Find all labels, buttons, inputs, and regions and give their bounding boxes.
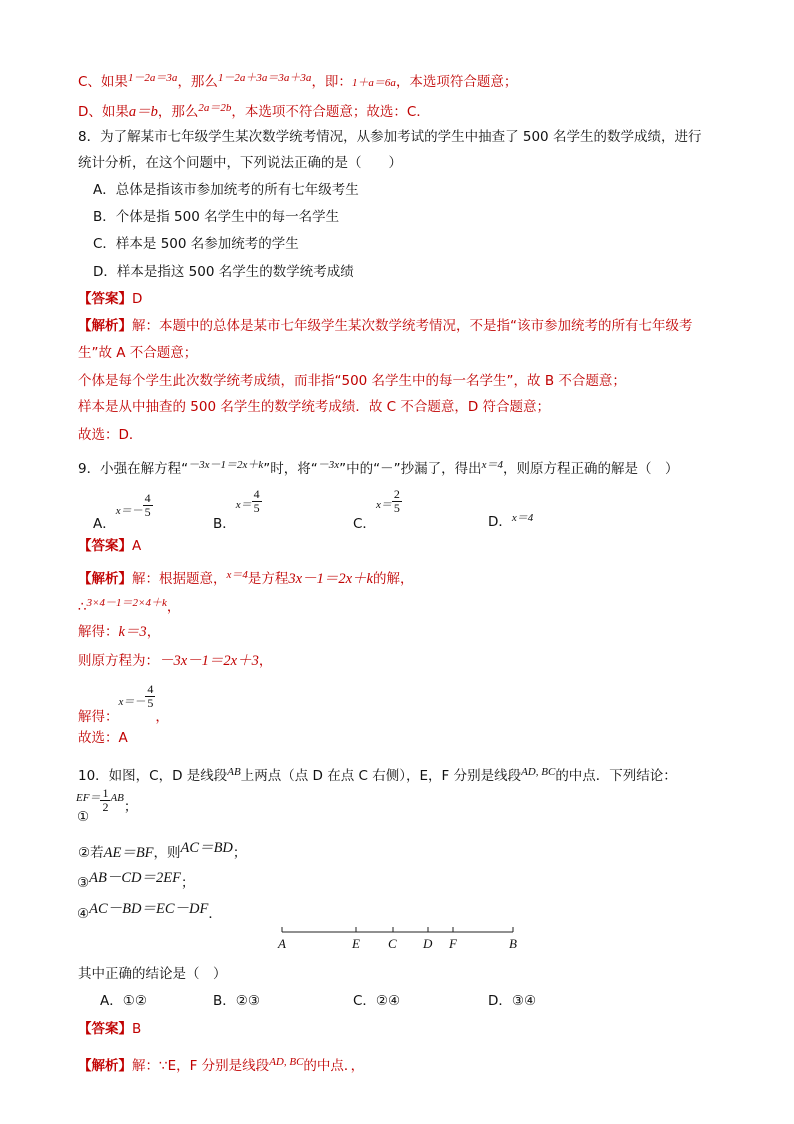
q7-c-equation-3: 1＋a＝6a (351, 77, 396, 89)
q9-stem: 9．小强在解方程“－3x－1＝2x＋k”时，将“－3x”中的“－”抄漏了，得出x＝4，则原方程正确的解是（ ） (78, 455, 679, 479)
q8-option-c: C．样本是 500 名参加统考的学生 (93, 236, 299, 252)
q9-option-b: B．x＝ $\frac{4}{5}$ (213, 487, 260, 532)
q8-option-a: A．总体是指该市参加统考的所有七年级考生 (93, 182, 359, 198)
q7-d-equation-2: 2a＝2b (198, 102, 232, 114)
q10-option-b: B．②③ (213, 993, 260, 1009)
q9-answer: 【答案】A (78, 538, 142, 554)
q10-option-a: A．①② (100, 993, 147, 1009)
q10-option-d: D．③④ (488, 993, 537, 1009)
q8-option-d: D．样本是指这 500 名学生的数学统考成绩 (93, 264, 354, 280)
q9-option-c: C．x＝ $\frac{2}{5}$ (353, 487, 400, 532)
q7-option-c-analysis: C、如果1－2a＝3a，那么1－2a＋3a＝3a＋3a，即：1＋a＝6a，本选项符合题意； (78, 68, 517, 93)
q9-stem-term: －3x (317, 459, 340, 471)
q9-option-c-fraction: $\frac{2}{5}$ (393, 487, 400, 515)
q9-option-a-fraction: $\frac{4}{5}$ (144, 491, 151, 519)
q10-stem: 10．如图，C，D 是线段AB上两点（点 D 在点 C 右侧），E，F 分别是线段AD, BC的中点．下列结论： (78, 766, 677, 784)
q10-conclusion-2: ②若AE＝BF，则AC＝BD； (78, 840, 247, 861)
label-c: C (388, 936, 397, 951)
q10-option-c: C．②④ (353, 993, 401, 1009)
q9-option-a: A．$_{x=-}$ $\frac{4}{5}$ (93, 491, 151, 532)
q9-option-d: D．x＝4 (488, 512, 534, 530)
q8-analysis-line-2: 生”故 A 不合题意； (78, 345, 198, 361)
q9-stem-equation: －3x－1＝2x＋k (188, 459, 264, 471)
q10-analysis: 【解析】解：∵E，F 分别是线段AD, BC的中点．， (78, 1056, 365, 1074)
q8-stem-line-1: 8．为了解某市七年级学生某次数学统考情况，从参加考试的学生中抽查了 500 名学生的数学成绩，进行 (78, 129, 702, 145)
label-e: E (352, 936, 360, 951)
q10-conclusion-1-mark: ① (77, 809, 90, 825)
label-b: B (509, 936, 517, 951)
q9-analysis-step-4: 则原方程为：－3x－1＝2x＋3， (78, 653, 273, 669)
q8-analysis-line-1: 【解析】解：本题中的总体是某市七年级学生某次数学统考情况，不是指“该市参加统考的所有七年级考 (78, 318, 693, 334)
q8-option-b: B．个体是指 500 名学生中的每一名学生 (93, 209, 340, 225)
q9-analysis-step-2: ∴3×4－1＝2×4＋k， (78, 597, 181, 615)
q8-conclusion: 故选：D． (78, 427, 143, 443)
q8-analysis-line-4: 样本是从中抽查的 500 名学生的数学统考成绩．故 C 不合题意，D 符合题意； (78, 399, 551, 415)
q8-stem-line-2: 统计分析，在这个问题中，下列说法正确的是（ ） (78, 155, 402, 171)
label-a: A (278, 936, 286, 951)
q9-option-b-fraction: $\frac{4}{5}$ (253, 487, 260, 515)
label-d: D (423, 936, 433, 951)
q10-conclusion-3: ③AB－CD＝2EF； (77, 870, 195, 891)
q7-option-d-analysis: D、如果a＝b，那么2a＝2b，本选项不符合题意；故选：C． (78, 98, 430, 122)
q7-c-equation-2: 1－2a＋3a＝3a＋3a (217, 72, 312, 84)
q10-conclusion-1: $^{EF=}$ $\frac{1}{2}$ $^{AB}$； (76, 786, 138, 815)
q9-analysis-step-5: 解得：$_{x=-}$ $\frac{4}{5}$ ， (78, 682, 169, 725)
q7-d-equation-1: a＝b (128, 104, 158, 120)
q10-answer: 【答案】B (78, 1021, 142, 1037)
q10-conclusion-4: ④AC－BD＝EC－DF． (77, 901, 222, 922)
q8-answer: 【答案】D (78, 291, 143, 307)
q9-conclusion: 故选：A (78, 730, 128, 746)
q8-analysis-line-3: 个体是每个学生此次数学统考成绩，而非指“500 名学生中的每一名学生”，故 B 不合题意； (78, 373, 626, 389)
q7-c-equation-1: 1－2a＝3a (127, 72, 178, 84)
q9-analysis-step-3: 解得：k＝3， (78, 624, 161, 640)
label-f: F (449, 936, 457, 951)
q9-stem-x: x＝4 (481, 459, 504, 471)
q10-question: 其中正确的结论是（ ） (78, 966, 227, 982)
q9-analysis-step-1: 【解析】解：根据题意，x＝4是方程3x－1＝2x＋k的解， (78, 569, 414, 587)
segment-figure (270, 922, 530, 952)
